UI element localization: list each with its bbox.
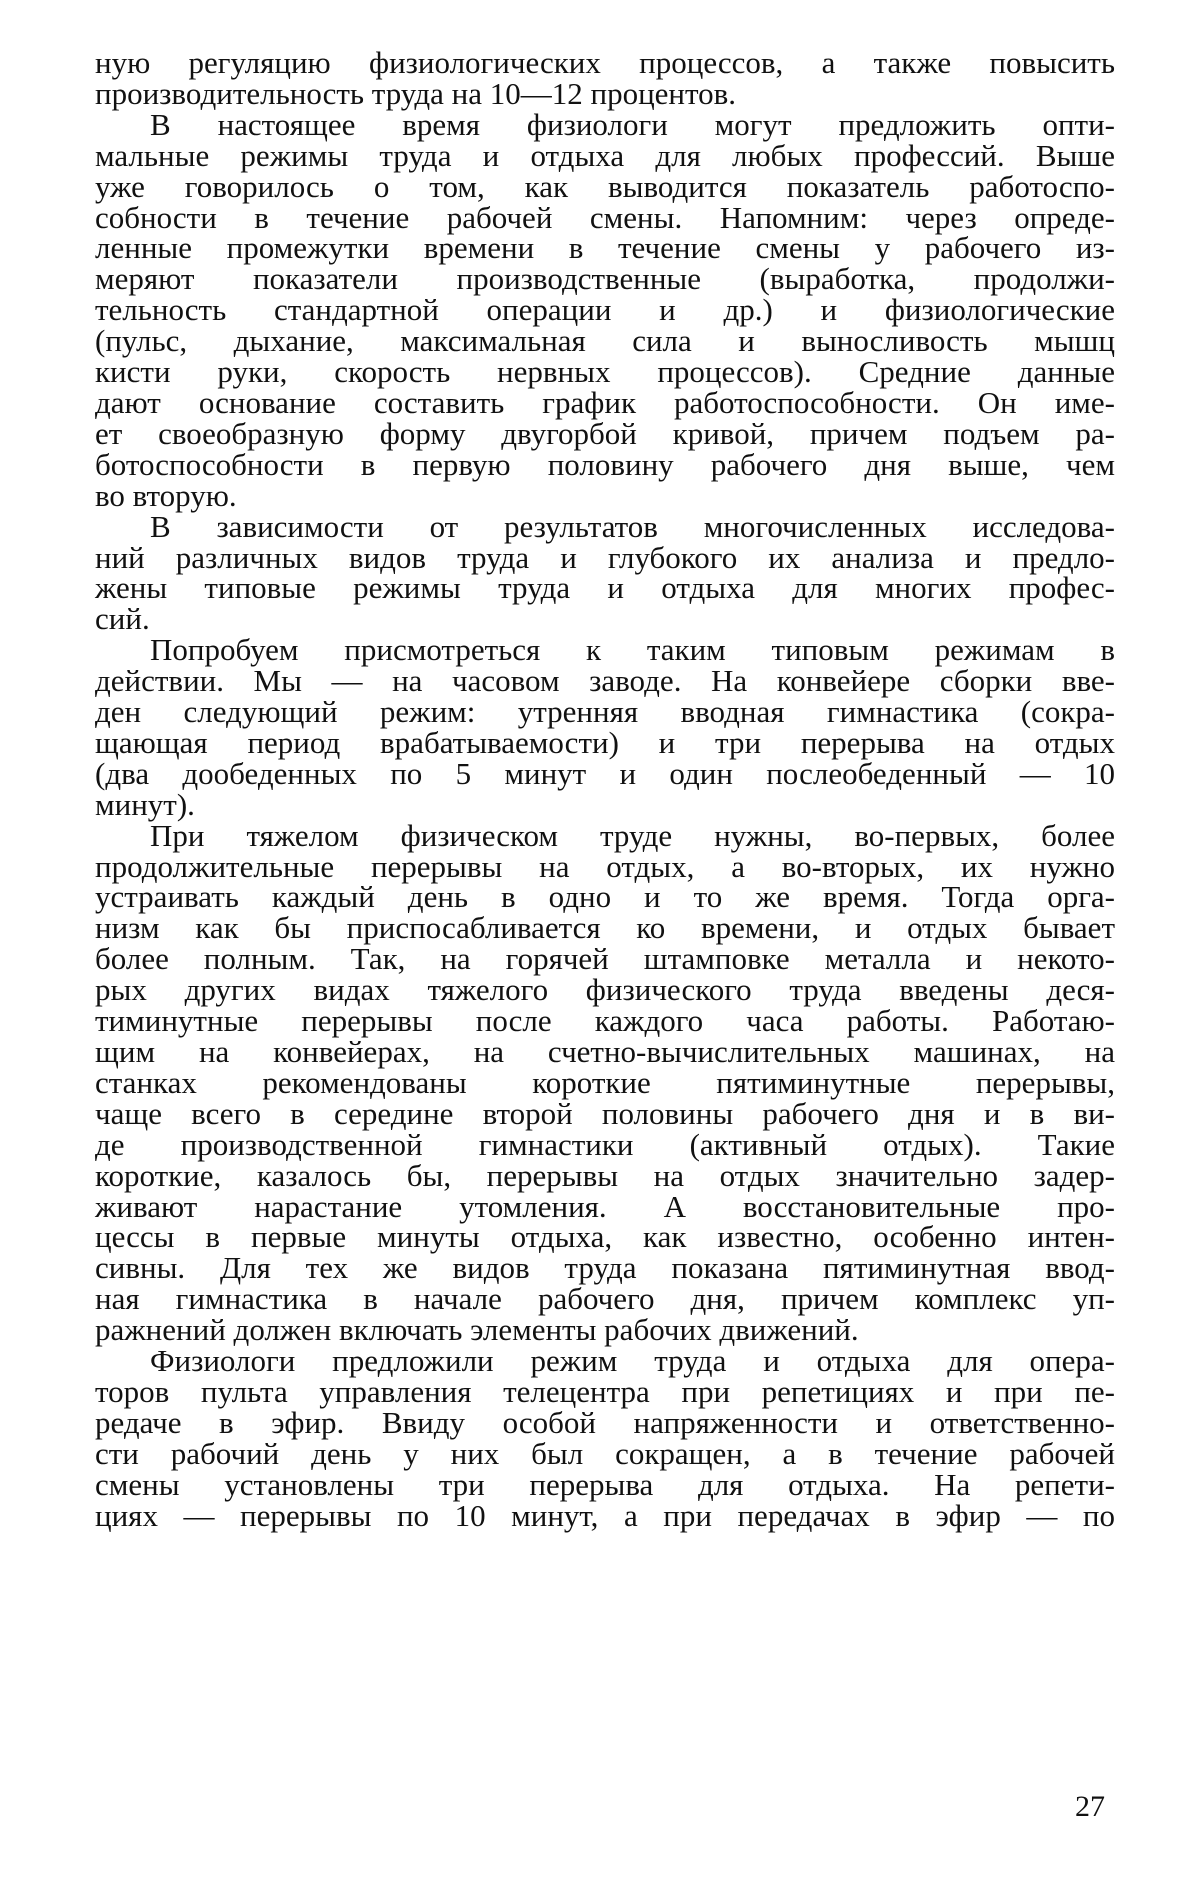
text-line: цессы в первые минуты отдыха, как известно, особенно интен- xyxy=(95,1219,1115,1255)
text-line: Физиологи предложили режим труда и отдыха для опера- xyxy=(150,1343,1115,1379)
paragraph xyxy=(95,817,1115,1348)
text-line: щим на конвейерах, на счетно-вычислительных машинах, на xyxy=(95,1034,1115,1069)
paragraph xyxy=(95,45,1115,111)
text-line: сивны. Для тех же видов труда показана пятиминутная ввод- xyxy=(95,1250,1115,1286)
text-line: редаче в эфир. Ввиду особой напряженности и ответственно- xyxy=(95,1404,1115,1440)
text-line: низм как бы приспосабливается ко времени, и отдых бывает xyxy=(95,910,1115,946)
text-line: тиминутные перерывы после каждого часа работы. Работаю- xyxy=(95,1003,1115,1039)
text-line: сий. xyxy=(95,601,150,637)
text-line: продолжительные перерывы на отдых, а во-вторых, их нужно xyxy=(95,848,1115,884)
text-line: ражнений должен включать элементы рабочих движений. xyxy=(95,1312,859,1348)
paragraph xyxy=(95,1343,1115,1533)
text-line: циях — перерывы по 10 минут, а при передачах в эфир — по xyxy=(95,1497,1115,1533)
text-line: собности в течение рабочей смены. Напомним: через опреде- xyxy=(95,199,1115,235)
text-line: При тяжелом физическом труде нужны, во-первых, более xyxy=(150,817,1115,853)
text-line: производительность труда на 10—12 процентов. xyxy=(95,75,737,111)
text-line: действии. Мы — на часовом заводе. На конвейере сборки вве- xyxy=(95,663,1115,699)
text-line: кисти руки, скорость нервных процессов). Средние данные xyxy=(95,354,1115,390)
text-line: минут). xyxy=(95,786,195,822)
text-line: более полным. Так, на горячей штамповке металла и некото- xyxy=(95,941,1115,977)
paragraph xyxy=(95,106,1115,513)
text-line: дают основание составить график работоспособности. Он име- xyxy=(95,384,1115,420)
text-line: ний различных видов труда и глубокого их анализа и предло- xyxy=(95,539,1115,575)
page-number: 27 xyxy=(1075,1790,1105,1823)
text-line: во вторую. xyxy=(95,477,237,513)
text-line: чаще всего в середине второй половины рабочего дня и в ви- xyxy=(95,1095,1115,1131)
text-line: Попробуем присмотреться к таким типовым режимам в xyxy=(150,632,1115,668)
text-line: (два дообеденных по 5 минут и один послеобеденный — 10 xyxy=(95,755,1115,791)
text-line: В зависимости от результатов многочисленных исследова- xyxy=(150,508,1115,544)
text-line: меряют показатели производственные (выработка, продолжи- xyxy=(95,261,1115,297)
text-line: В настоящее время физиологи могут предложить опти- xyxy=(150,106,1115,142)
text-line: устраивать каждый день в одно и то же время. Тогда орга- xyxy=(95,879,1115,915)
text-line: живают нарастание утомления. А восстановительные про- xyxy=(95,1188,1115,1224)
paragraph xyxy=(95,632,1115,822)
text-line: короткие, казалось бы, перерывы на отдых значительно задер- xyxy=(95,1157,1115,1193)
text-line: де производственной гимнастики (активный отдых). Такие xyxy=(95,1126,1115,1162)
text-line: смены установлены три перерыва для отдыха. На репети- xyxy=(95,1466,1115,1502)
text-line: сти рабочий день у них был сокращен, а в течение рабочей xyxy=(95,1435,1115,1471)
text-line: (пульс, дыхание, максимальная сила и выносливость мышц xyxy=(95,323,1115,359)
text-line: рых других видах тяжелого физического труда введены деся- xyxy=(95,972,1115,1008)
text-line: мальные режимы труда и отдыха для любых профессий. Выше xyxy=(95,137,1115,173)
page-text xyxy=(95,45,1115,1533)
text-line: ботоспособности в первую половину рабочего дня выше, чем xyxy=(95,446,1115,482)
text-line: ная гимнастика в начале рабочего дня, причем комплекс уп- xyxy=(95,1281,1115,1317)
text-line: жены типовые режимы труда и отдыха для многих профес- xyxy=(95,570,1115,606)
paragraph xyxy=(95,508,1115,637)
text-line: ную регуляцию физиологических процессов, а также повысить xyxy=(95,45,1115,80)
text-line: ленные промежутки времени в течение смены у рабочего из- xyxy=(95,230,1115,266)
text-line: тельность стандартной операции и др.) и физиологические xyxy=(95,292,1115,328)
text-line: станках рекомендованы короткие пятиминутные перерывы, xyxy=(95,1064,1115,1100)
text-line: ет своеобразную форму двугорбой кривой, причем подъем ра- xyxy=(95,415,1115,451)
text-line: торов пульта управления телецентра при репетициях и при пе- xyxy=(95,1373,1115,1409)
text-line: щающая период врабатываемости) и три перерыва на отдых xyxy=(95,724,1115,760)
text-line: ден следующий режим: утренняя вводная гимнастика (сокра- xyxy=(95,694,1115,730)
text-line: уже говорилось о том, как выводится показатель работоспо- xyxy=(95,168,1115,204)
